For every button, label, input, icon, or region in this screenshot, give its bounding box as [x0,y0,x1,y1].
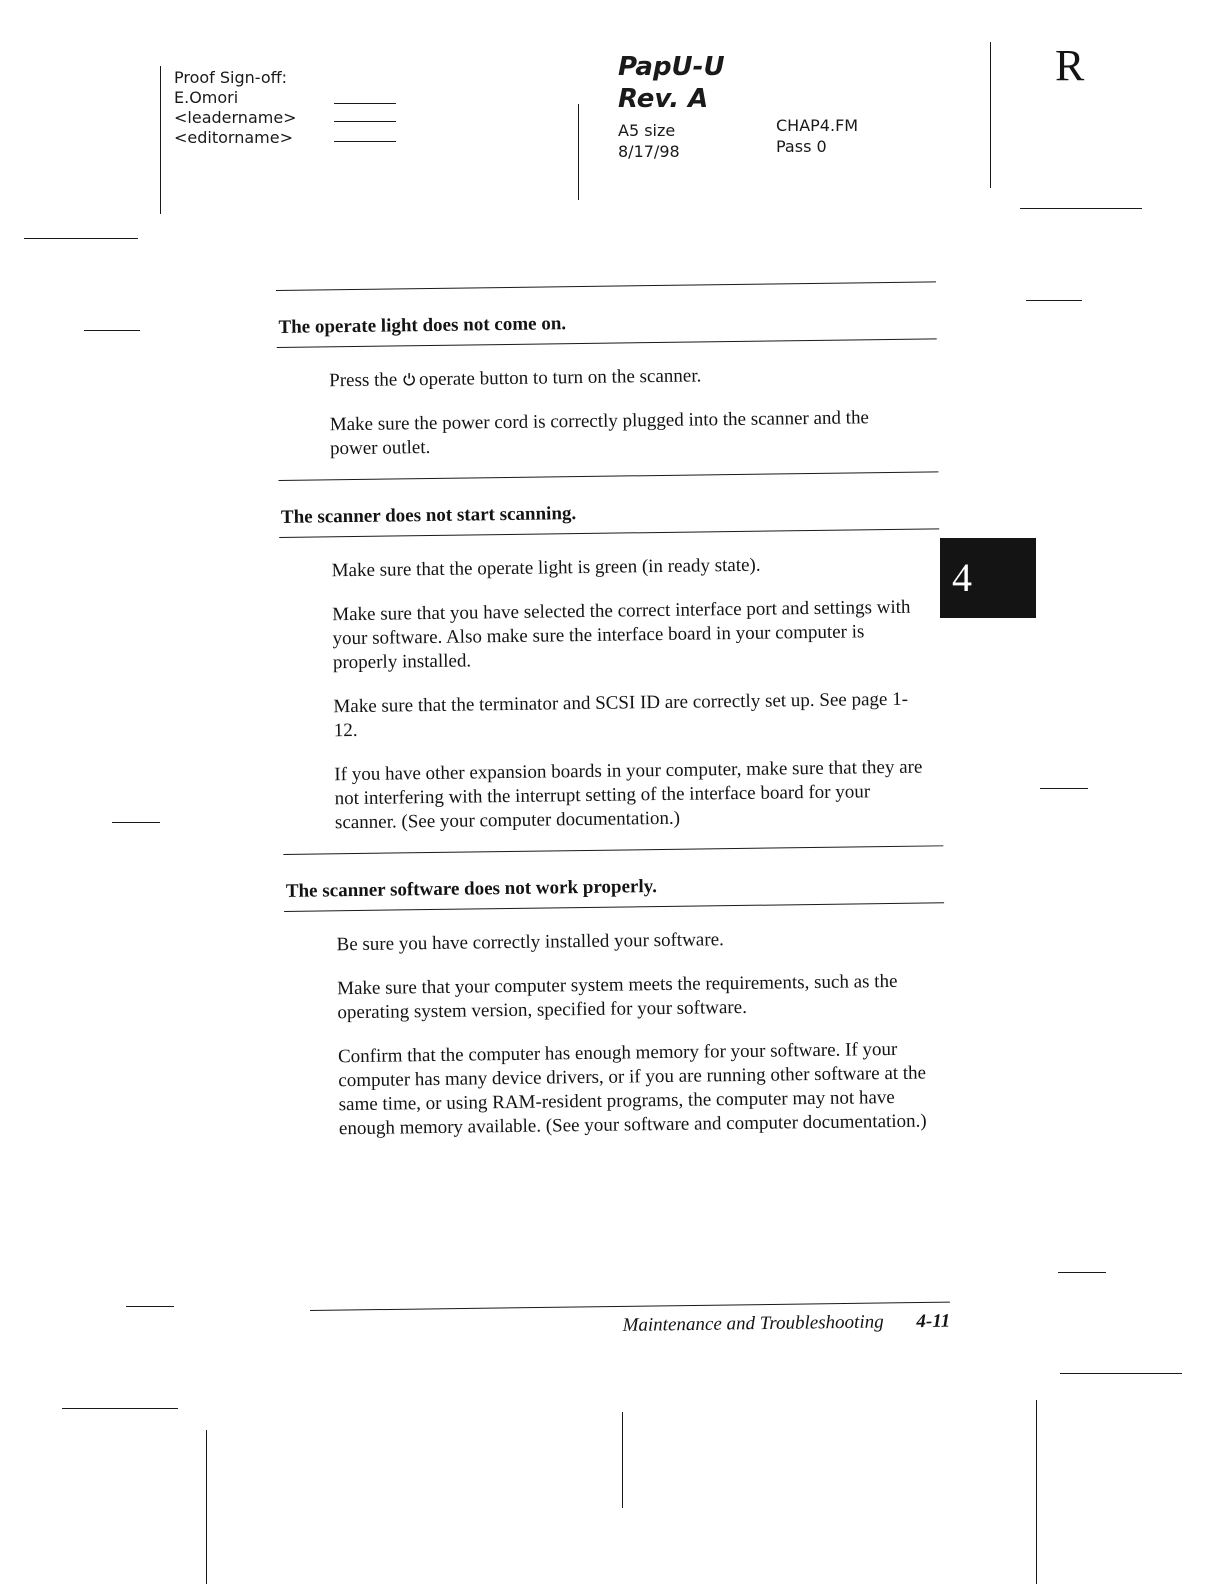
corner-mark: R [1055,41,1085,90]
page-number: 4-11 [916,1310,951,1333]
doc-file: CHAP4.FM [776,116,859,135]
paragraph: Make sure that the terminator and SCSI ID are correctly set up. See page 1-12. [333,688,909,742]
paragraph: Make sure that you have selected the correct interface port and settings with your software. Also make sure the interface board in your computer is properly installed. [332,596,911,674]
paragraph: Make sure the power cord is correctly plugged into the scanner and the power outlet. [329,407,870,460]
paragraph [329,340,920,394]
crop-mark [622,1412,623,1508]
paragraph: Make sure that the operate light is green (in ready state). [331,554,761,582]
signature-line [334,121,396,122]
footer-chapter-title: Maintenance and Troubleshooting [622,1311,884,1336]
signature-line [334,141,396,142]
crop-mark [1058,1272,1106,1273]
doc-date: 8/17/98 [618,142,680,161]
paragraph: If you have other expansion boards in your computer, make sure that they are not interfering with the interrupt setting of the interface board for your scanner. (See your computer documentation.) [334,756,923,834]
crop-mark [160,66,161,214]
crop-mark [126,1306,174,1307]
paragraph: Make sure that your computer system meets the requirements, such as the operating system version, specified for your software. [337,970,898,1024]
signature-line [334,103,396,104]
crop-mark [1026,300,1082,301]
section [276,281,938,462]
paragraph-text: operate button to turn on the scanner. [418,365,702,391]
paragraph: Confirm that the computer has enough memory for your software. If your computer has many device drivers, or if you are running other software at the same time, or using RAM-resident programs, the computer may not have enough memory available. (See your software and computer documentation.) [337,1038,927,1140]
doc-size: A5 size [618,121,676,140]
crop-mark [1040,788,1088,789]
paragraph: Be sure you have correctly installed your software. [336,929,724,956]
crop-mark [1036,1400,1037,1584]
chapter-number: 4 [952,555,972,600]
proof-name: <editorname> [174,128,293,147]
section-heading: The operate light does not come on. [276,281,937,348]
paragraph-text: Press the [329,369,398,392]
doc-pass: Pass 0 [776,137,827,156]
power-icon [402,372,416,386]
crop-mark [112,822,160,823]
troubleshooting-content [276,281,947,1142]
section [278,471,943,836]
section [283,845,947,1142]
crop-mark [206,1430,207,1584]
section-heading: The scanner does not start scanning. [278,471,939,538]
proof-name: E.Omori [174,88,239,107]
proof-name: <leadername> [174,108,297,127]
page-footer [310,1302,950,1341]
proof-label: Proof Sign-off: [174,68,288,87]
proof-signoff [174,68,297,148]
doc-title: PapU-U [618,52,725,82]
crop-mark [1020,208,1142,209]
section-heading: The scanner software does not work properly. [283,845,944,912]
crop-mark [1060,1373,1182,1374]
chapter-tab [940,538,1036,618]
doc-revision: Rev. A [618,84,709,114]
crop-mark [62,1408,178,1409]
crop-mark [84,330,140,331]
crop-mark [990,42,991,188]
crop-mark [578,104,579,200]
crop-mark [24,238,138,239]
